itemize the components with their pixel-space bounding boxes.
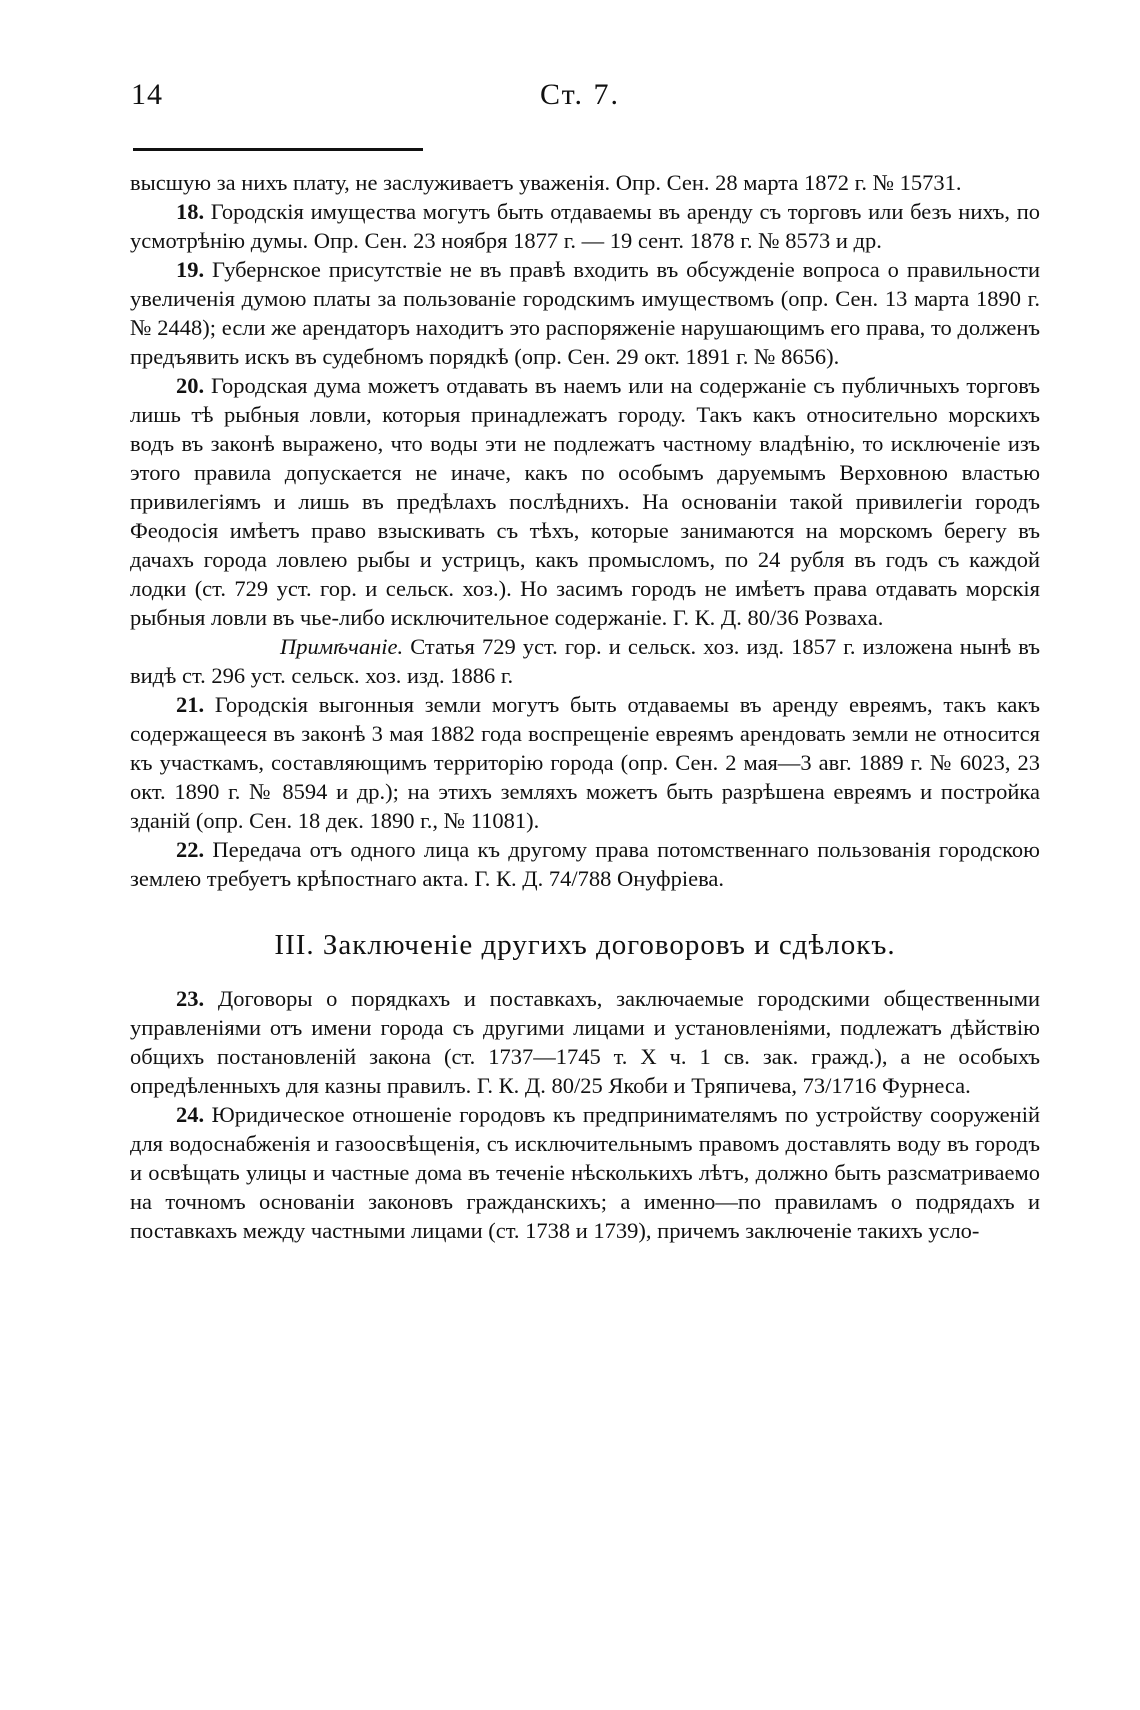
- section-title: III. Заключеніе другихъ договоровъ и сдѣлокъ.: [274, 929, 896, 961]
- paragraph-number: 23.: [176, 986, 205, 1011]
- paragraph-18: [130, 197, 1040, 255]
- paragraph-23: [130, 984, 1040, 1100]
- paragraph-number: 19.: [176, 257, 205, 282]
- paragraph-text: высшую за нихъ плату, не заслуживаетъ уваженія. Опр. Сен. 28 марта 1872 г. № 15731.: [130, 170, 962, 195]
- paragraph-number: 24.: [176, 1102, 205, 1127]
- note-label: Примѣчаніе.: [280, 634, 404, 659]
- paragraph-number: 20.: [176, 373, 205, 398]
- paragraph-text: Городскія имущества могутъ быть отдаваемы въ аренду съ торговъ или безъ нихъ, по усмотрѣнію думы. Опр. Сен. 23 ноября 1877 г. — 19 сент. 1878 г. № 8573 и др.: [130, 199, 1040, 253]
- header-rule: [133, 148, 423, 151]
- paragraph-number: 21.: [176, 692, 205, 717]
- paragraph-20: [130, 371, 1040, 632]
- paragraph-19: [130, 255, 1040, 371]
- paragraph-21: [130, 690, 1040, 835]
- body-text: [130, 168, 1040, 1245]
- paragraph-number: 22.: [176, 837, 205, 862]
- paragraph-text: Договоры о порядкахъ и поставкахъ, заключаемые городскими общественными управленіями отъ имени города съ другими лицами и установленіями, подлежатъ дѣйствію общихъ постановленій закона (ст. 1737—1745 т. X ч. 1 св. зак. гражд.), а не особыхъ опредѣленныхъ для казны правилъ. Г. К. Д. 80/25 Якоби и Тряпичева, 73/1716 Фурнеса.: [130, 986, 1040, 1098]
- paragraph-text: Передача отъ одного лица къ другому права потомственнаго пользованія городскою землею требуетъ крѣпостнаго акта. Г. К. Д. 74/788 Онуфріева.: [130, 837, 1040, 891]
- note: [130, 632, 1040, 690]
- paragraph-text: Юридическое отношеніе городовъ къ предпринимателямъ по устройству сооруженій для водоснабженія и газоосвѣщенія, съ исключительнымъ правомъ доставлять воду въ городъ и освѣщать улицы и частные дома въ теченіе нѣсколькихъ лѣтъ, должно быть разсматриваемо на точномъ основаніи законовъ гражданскихъ; а именно—по правиламъ о подрядахъ и поставкахъ между частными лицами (ст. 1738 и 1739), причемъ заключеніе такихъ усло-: [130, 1102, 1040, 1243]
- paragraph-number: 18.: [176, 199, 205, 224]
- running-head: Ст. 7.: [540, 78, 620, 111]
- paragraph-text: Городская дума можетъ отдавать въ наемъ или на содержаніе съ публичныхъ торговъ лишь тѣ рыбныя ловли, которыя принадлежатъ городу. Такъ какъ относительно морскихъ водъ въ законѣ выражено, что воды эти не подлежатъ частному владѣнію, то исключеніе изъ этого правила допускается не иначе, какъ по особымъ даруемымъ Верховною властью привилегіямъ и лишь въ предѣлахъ послѣднихъ. На основаніи такой привилегіи городъ Феодосія имѣетъ право взыскивать съ тѣхъ, которые занимаются на морскомъ берегу въ дачахъ города ловлею рыбы и устрицъ, какъ промысломъ, по 24 рубля въ годъ съ каждой лодки (ст. 729 уст. гор. и сельск. хоз.). Но засимъ городъ не имѣетъ права отдавать морскія рыбныя ловли въ чье-либо исключительное содержаніе. Г. К. Д. 80/36 Розваха.: [130, 373, 1040, 630]
- paragraph-24: [130, 1100, 1040, 1245]
- paragraph-text: Губернское присутствіе не въ правѣ входить въ обсужденіе вопроса о правильности увеличенія думою платы за пользованіе городскимъ имуществомъ (опр. Сен. 13 марта 1890 г. № 2448); если же арендаторъ находитъ это распоряженіе нарушающимъ его права, то долженъ предъявить искъ въ судебномъ порядкѣ (опр. Сен. 29 окт. 1891 г. № 8656).: [130, 257, 1040, 369]
- paragraph-text: Городскія выгонныя земли могутъ быть отдаваемы въ аренду евреямъ, такъ какъ содержащееся въ законѣ 3 мая 1882 года воспрещеніе евреямъ арендовать земли не относится къ участкамъ, составляющимъ территорію города (опр. Сен. 2 мая—3 авг. 1889 г. № 6023, 23 окт. 1890 г. № 8594 и др.); на этихъ земляхъ можетъ быть разрѣшена евреямъ и постройка зданій (опр. Сен. 18 дек. 1890 г., № 11081).: [130, 692, 1040, 833]
- paragraph-22: [130, 835, 1040, 893]
- page-number: 14: [131, 78, 163, 111]
- faded-scan-area: [0, 1470, 400, 1710]
- note-text: Статья 729 уст. гор. и сельск. хоз. изд. 1857 г. изложена нынѣ въ видѣ ст. 296 уст. сельск. хоз. изд. 1886 г.: [130, 634, 1040, 688]
- paragraph-continuation: [130, 168, 1040, 197]
